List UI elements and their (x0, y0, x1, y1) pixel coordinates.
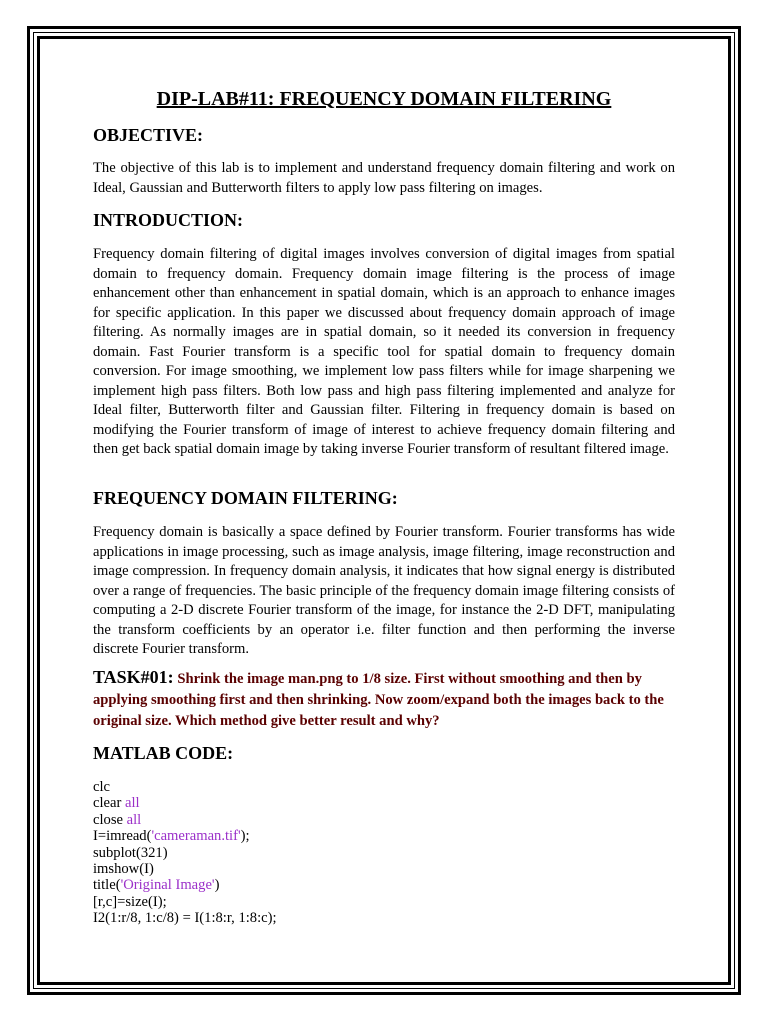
code-text: ) (214, 877, 220, 894)
code-text: [r,c]=size(I); (93, 893, 167, 910)
code-string: 'Original Image' (120, 877, 215, 894)
code-line (93, 828, 277, 844)
matlab-code-block (93, 779, 277, 927)
objective-heading: OBJECTIVE: (93, 125, 204, 145)
code-text: title( (93, 877, 121, 894)
code-line (93, 812, 277, 828)
code-line (93, 795, 277, 811)
code-keyword: all (126, 811, 142, 828)
code-text: ); (240, 828, 250, 845)
task-label: TASK#01: (93, 667, 174, 687)
code-line (93, 910, 277, 926)
matlab-code-heading: MATLAB CODE: (93, 743, 234, 763)
task-01 (93, 667, 675, 732)
task-description: Shrink the image man.png to 1/8 size. First without smoothing and then by applying smoothing first and then shrinking. Now zoom/expand both the images back to the original size. Which method give better result and why? (93, 671, 664, 729)
code-line (93, 894, 277, 910)
code-text: I2(1:r/8, 1:c/8) = I(1:8:r, 1:8:c); (93, 910, 277, 927)
code-text: clc (93, 779, 111, 795)
code-string: 'cameraman.tif' (151, 828, 241, 845)
code-text: subplot(321) (93, 844, 168, 861)
code-text: clear (93, 795, 125, 812)
objective-paragraph: The objective of this lab is to implement and understand frequency domain filtering and work on Ideal, Gaussian and Butterworth filters to apply low pass filtering on images. (93, 160, 675, 196)
code-line (93, 779, 277, 795)
code-text: I=imread( (93, 828, 152, 845)
frequency-domain-heading: FREQUENCY DOMAIN FILTERING: (93, 488, 398, 508)
code-line (93, 845, 277, 861)
introduction-heading: INTRODUCTION: (93, 210, 244, 230)
frequency-domain-paragraph: Frequency domain is basically a space defined by Fourier transform. Fourier transforms has wide applications in image processing, such as image analysis, image filtering, image reconstruction and image compression. In frequency domain analysis, it indicates that how signal energy is distributed over a range of frequencies. The basic principle of the frequency domain image filtering consists of computing a 2-D discrete Fourier transform of the image, for instance the 2-D DFT, manipulating the transform coefficients by an operator i.e. filter function and then performing the inverse discrete Fourier transform. (93, 524, 675, 657)
code-text: imshow(I) (93, 861, 154, 878)
document-body (93, 84, 675, 927)
code-keyword: all (125, 795, 140, 812)
introduction-paragraph: Frequency domain filtering of digital images involves conversion of digital images from spatial domain to frequency domain. Frequency domain image filtering is the process of image enhancement other than enhancement in spatial domain, which is an approach to enhance images for specific application. In this paper we discussed about frequency domain approach of image filtering. As normally images are in spatial domain, so it needed its conversion in frequency domain. Fast Fourier transform is a specific tool for spatial domain to frequency domain conversion. For image smoothing, we implement low pass filters while for image sharpening we implement high pass filters. Both low pass and high pass filtering implemented and analyze for Ideal filter, Butterworth filter and Gaussian filter. Filtering in frequency domain is based on modifying the Fourier transform of image of interest to achieve frequency domain filtering and then get back spatial domain image by taking inverse Fourier transform of resultant filtered image. (93, 246, 675, 457)
code-line (93, 861, 277, 877)
document-title: DIP-LAB#11: FREQUENCY DOMAIN FILTERING (156, 88, 612, 110)
code-line (93, 877, 277, 893)
code-text: close (93, 811, 127, 828)
